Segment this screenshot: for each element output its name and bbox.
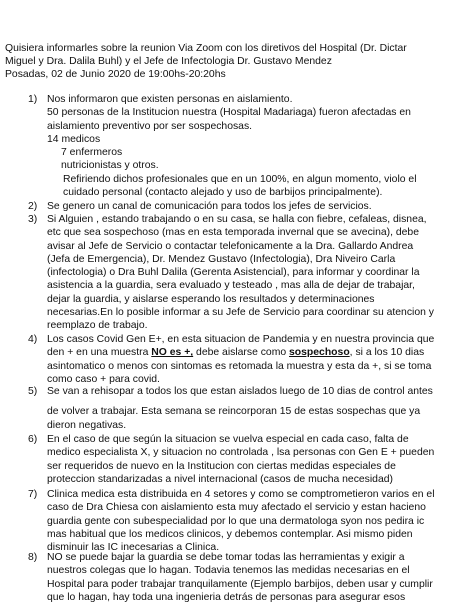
item-line: asistencia a la guardia, sera evaluado y testeado , mas alla de dejar de trabajar, — [47, 280, 415, 292]
item-line: aislamiento preventivo por ser sospechosas. — [47, 120, 253, 132]
item-line: nutricionistas y otros. — [61, 160, 159, 172]
item-line: necesarias.En lo posible informar a su Jefe de Servicio para coordinar su atencion y — [47, 307, 434, 319]
text-run: debe aislarse como — [193, 347, 290, 359]
item-line: dejar la guardia, y aislarse esperando los resultados y determinaciones — [47, 293, 375, 305]
item-line: Nos informaron que existen personas en aislamiento. — [47, 94, 293, 105]
intro-paragraph — [5, 42, 463, 82]
emphasis-sospechoso: sospechoso — [289, 347, 350, 359]
list-item-6 — [28, 433, 458, 486]
item-line: 7 enfermeros — [61, 147, 123, 159]
item-line: avisar al Jefe de Servicio o contactar telefonicamente a la Dra. Gallardo Andrea — [47, 240, 414, 252]
item-line: nuestros colegas que lo hagan. Todavia tenemos las medidas necesarias en el — [47, 565, 410, 577]
item-line: Refiriendo dichos profesionales que en un 100%, en algun momento, violo el — [63, 173, 417, 185]
item-line: reemplazo de trabajo. — [47, 320, 148, 332]
item-line: proteccion standarizadas a nivel internacional (casos de mucha necesidad) — [47, 473, 393, 485]
item-number: 1) — [28, 94, 38, 105]
item-line: cuidado personal (contacto alejado y uso de barbijos principalmente). — [63, 187, 383, 199]
item-line: NO se puede bajar la guardia se debe tomar todas las herramientas y exigir a — [47, 552, 405, 563]
item-number: 8) — [28, 552, 38, 563]
item-number: 7) — [28, 489, 38, 500]
item-line: (Jefa de Emergencia), Dr. Mendez Gustavo (Infectologia), Dra Niveiro Carla — [47, 253, 396, 265]
list-item-7 — [28, 488, 458, 554]
intro-line: Miguel y Dra. Dalila Buhl) y el Jefe de Infectologia Dr. Gustavo Mendez — [5, 56, 332, 68]
item-line: 50 personas de la Institucion nuestra (Hospital Madariaga) fueron afectadas en — [47, 107, 411, 119]
list-item-1 — [28, 93, 458, 199]
intro-date-line: Posadas, 02 de Junio 2020 de 19:00hs-20:20hs — [5, 69, 226, 81]
list-item-5 — [28, 385, 458, 432]
item-line-mixed — [47, 346, 458, 359]
item-line: Clinica medica esta distribuida en 4 setores y como se comptrometieron varios en el — [47, 489, 435, 500]
item-line: etc que sea sospechoso (mas en esta temporada invernal que se avecina), debe — [47, 227, 419, 239]
item-line: Hospital para poder trabajar tranquilamente (Ejemplo barbijos, deben usar y cumplir — [47, 578, 433, 590]
item-line: En el caso de que según la situacion se vuelva especial en cada caso, falta de — [47, 434, 409, 445]
item-line: guardia gente con subespecialidad por lo que una dermatologa syon nos pedira ic — [47, 515, 425, 527]
list-item-4 — [28, 333, 458, 386]
list-item-8 — [28, 551, 458, 604]
text-run: , si a los 10 dias — [349, 347, 425, 359]
item-line: asintomatico o menos con sintomas es retomada la muestra y esta da +, si se toma — [47, 360, 432, 372]
item-line: ser requeridos de nuevo en la Institucion con ciertas medidas especiales de — [47, 460, 396, 472]
list-item-3 — [28, 213, 458, 333]
item-number: 2) — [28, 201, 38, 212]
item-line: Se van a rehisopar a todos los que estan aislados luego de 10 dias de control antes — [47, 386, 433, 397]
item-number: 6) — [28, 434, 38, 445]
text-run: den + en una muestra — [47, 347, 152, 359]
item-line: (infectologia) o Dra Buhl Dalila (Gerenta Asistencial), para informar y coordinar la — [47, 267, 420, 279]
item-line: 14 medicos — [47, 133, 101, 145]
item-line: que lo hagan, hay toda una ingenieria detrás de personas para asegurar esos — [47, 591, 406, 603]
item-line: Los casos Covid Gen E+, en esta situacion de Pandemia y en nuestra provincia que — [47, 334, 435, 345]
item-line: mas habitual que los medicos clinicos, y debemos contemplar. Asi mismo piden — [47, 528, 413, 540]
list-item-2 — [28, 200, 458, 213]
item-number: 3) — [28, 214, 38, 225]
item-line: Si Alguien , estando trabajando o en su casa, se halla con fiebre, cefaleas, disnea, — [47, 214, 427, 225]
item-line: disminuir las IC inecesarias a Clinica. — [47, 542, 220, 554]
item-line: caso de Dra Chiesa con aislamiento esta muy afectado el servicio y estan hacieno — [47, 502, 426, 514]
item-line: de volver a trabajar. Esta semana se reincorporan 15 de estas sospechas que ya — [47, 406, 421, 418]
item-line: como caso + para covid. — [47, 373, 160, 385]
item-number: 5) — [28, 386, 38, 397]
item-line: dieron negativas. — [47, 419, 127, 431]
intro-line: Quisiera informarles sobre la reunion Via Zoom con los diretivos del Hospital (Dr. Dictar — [5, 43, 407, 54]
emphasis-no-positive: NO es +, — [151, 347, 194, 359]
item-number: 4) — [28, 334, 38, 345]
item-line: medico especialista X, y situacion no controlada , lsa personas con Gen E + pueden — [47, 447, 435, 459]
item-line: Se genero un canal de comunicación para todos los jefes de servicios. — [47, 201, 372, 212]
